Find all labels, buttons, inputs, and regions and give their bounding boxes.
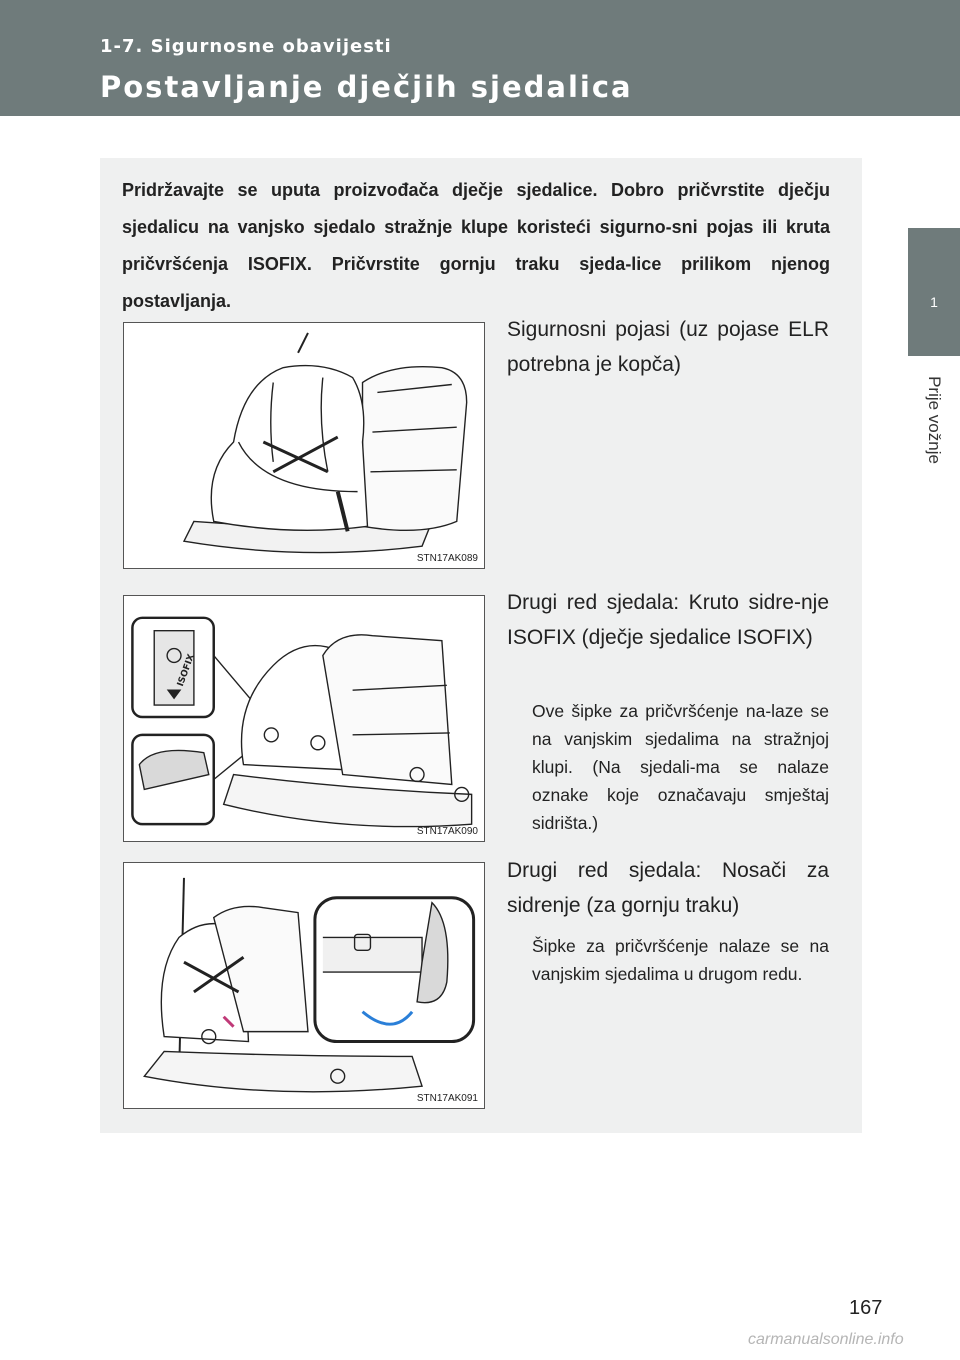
page-number: 167 xyxy=(849,1297,883,1319)
isofix-label: ISOFIX xyxy=(175,652,197,688)
figure-code: STN17AK090 xyxy=(416,826,478,837)
section-label: 1-7. Sigurnosne obavijesti xyxy=(100,36,392,57)
figure-top-tether-anchors xyxy=(123,862,485,1109)
top-tether-anchor-illustration xyxy=(124,863,484,1108)
chapter-tab xyxy=(908,228,960,356)
figure-seatbelt-child-seat xyxy=(123,322,485,569)
child-seat-seatbelt-illustration xyxy=(124,323,484,568)
watermark: carmanualsonline.info xyxy=(748,1331,904,1348)
note-top-tether: Šipke za pričvršćenje nalaze se na vanjskim sjedalima u drugom redu. xyxy=(532,936,829,984)
isofix-anchor-illustration xyxy=(124,596,484,841)
page-header xyxy=(0,0,960,116)
figure-isofix-anchors xyxy=(123,595,485,842)
chapter-label: Prije vožnje xyxy=(925,376,944,464)
caption-isofix: Drugi red sjedala: Kruto sidre-nje ISOFIX (dječje sjedalice ISOFIX) xyxy=(507,591,829,649)
figure-code: STN17AK091 xyxy=(416,1093,478,1104)
chapter-number: 1 xyxy=(930,294,938,310)
caption-seatbelts: Sigurnosni pojasi (uz pojase ELR potrebna je kopča) xyxy=(507,318,829,376)
caption-top-tether: Drugi red sjedala: Nosači za sidrenje (za gornju traku) xyxy=(507,859,829,917)
intro-paragraph: Pridržavajte se uputa proizvođača dječje sjedalice. Dobro pričvrstite dječju sjedalicu na vanjsko sjedalo stražnje klupe koristeći sigurno-sni pojas ili kruta pričvršćenja ISOFIX. Pričvrstite gornju traku sjeda-lice prilikom njenog postavljanja. xyxy=(122,180,830,311)
note-isofix: Ove šipke za pričvršćenje na-laze se na vanjskim sjedalima na stražnjoj klupi. (Na sjedali-ma se nalaze oznake koje označavaju smještaj sidrišta.) xyxy=(532,701,829,833)
figure-code: STN17AK089 xyxy=(416,553,478,564)
page-title: Postavljanje dječjih sjedalica xyxy=(100,70,633,104)
